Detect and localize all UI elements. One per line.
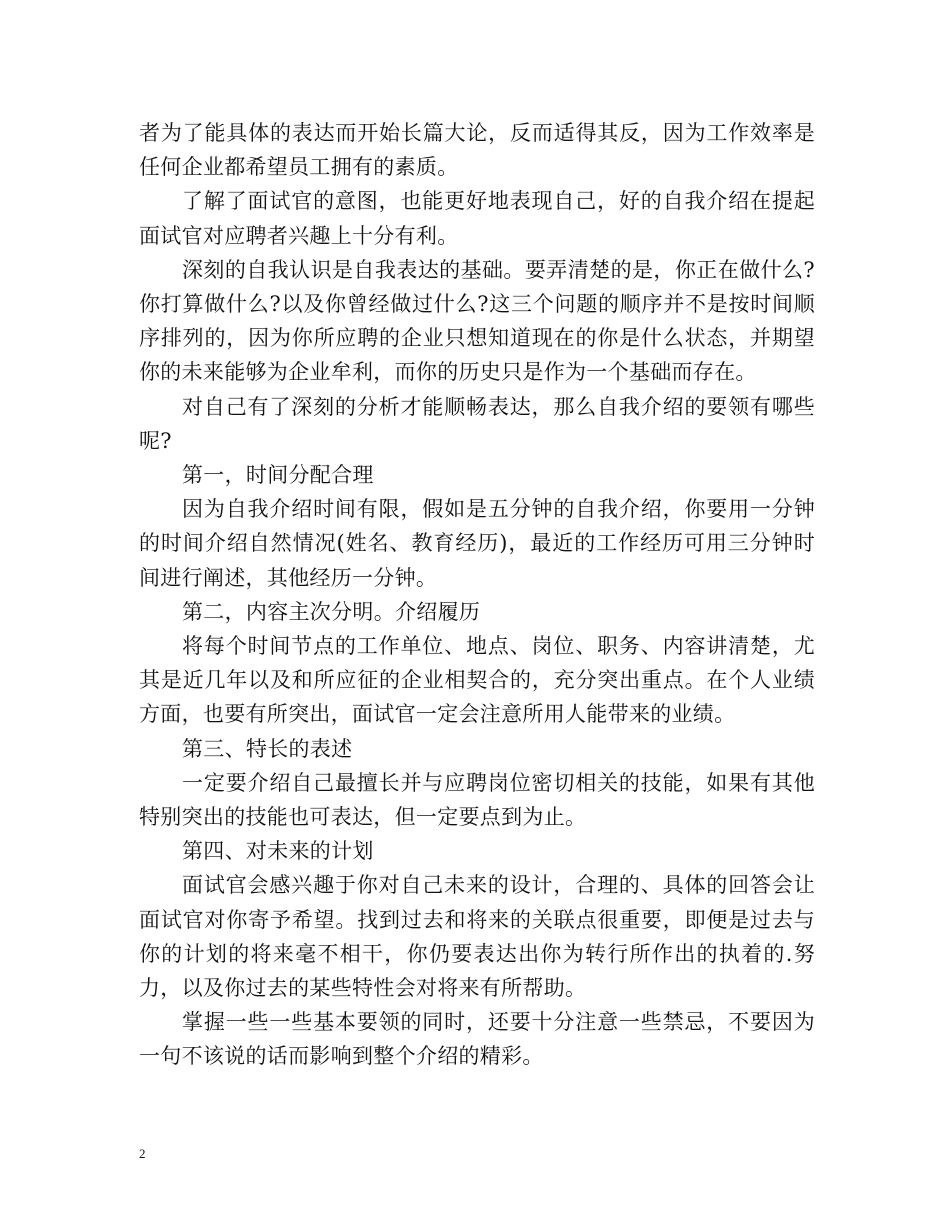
- section-heading: 第一，时间分配合理: [182, 463, 374, 488]
- paragraph: 对自己有了深刻的分析才能顺畅表达，那么自我介绍的要领有哪些呢?: [139, 394, 815, 453]
- section-heading: 第四、对未来的计划: [182, 839, 374, 864]
- document-body: [139, 116, 815, 1074]
- paragraph: 将每个时间节点的工作单位、地点、岗位、职务、内容讲清楚，尤其是近几年以及和所应征的企业相契合的，充分突出重点。在个人业绩方面，也要有所突出，面试官一定会注意所用人能带来的业绩。: [139, 634, 815, 727]
- paragraph: 因为自我介绍时间有限，假如是五分钟的自我介绍，你要用一分钟的时间介绍自然情况(姓名、教育经历)，最近的工作经历可用三分钟时间进行阐述，其他经历一分钟。: [139, 497, 815, 590]
- page-number: 2: [139, 1146, 146, 1161]
- section-heading: 第三、特长的表述: [182, 736, 353, 761]
- paragraph: 深刻的自我认识是自我表达的基础。要弄清楚的是，你正在做什么?你打算做什么?以及你曾经做过什么?这三个问题的顺序并不是按时间顺序排列的，因为你所应聘的企业只想知道现在的你是什么状态，并期望你的未来能够为企业牟利，而你的历史只是作为一个基础而存在。: [139, 257, 815, 385]
- paragraph: 面试官会感兴趣于你对自己未来的设计，合理的、具体的回答会让面试官对你寄予希望。找到过去和将来的关联点很重要，即便是过去与你的计划的将来毫不相干，你仍要表达出你为转行所作出的执着的.努力，以及你过去的某些特性会对将来有所帮助。: [139, 873, 815, 1001]
- paragraph: 了解了面试官的意图，也能更好地表现自己，好的自我介绍在提起面试官对应聘者兴趣上十分有利。: [139, 189, 815, 248]
- section-heading: 第二，内容主次分明。介绍履历: [182, 599, 481, 624]
- paragraph: 掌握一些一些基本要领的同时，还要十分注意一些禁忌，不要因为一句不该说的话而影响到整个介绍的精彩。: [139, 1010, 815, 1069]
- paragraph: 者为了能具体的表达而开始长篇大论，反而适得其反，因为工作效率是任何企业都希望员工拥有的素质。: [139, 121, 815, 180]
- paragraph: 一定要介绍自己最擅长并与应聘岗位密切相关的技能，如果有其他特别突出的技能也可表达，但一定要点到为止。: [139, 770, 815, 830]
